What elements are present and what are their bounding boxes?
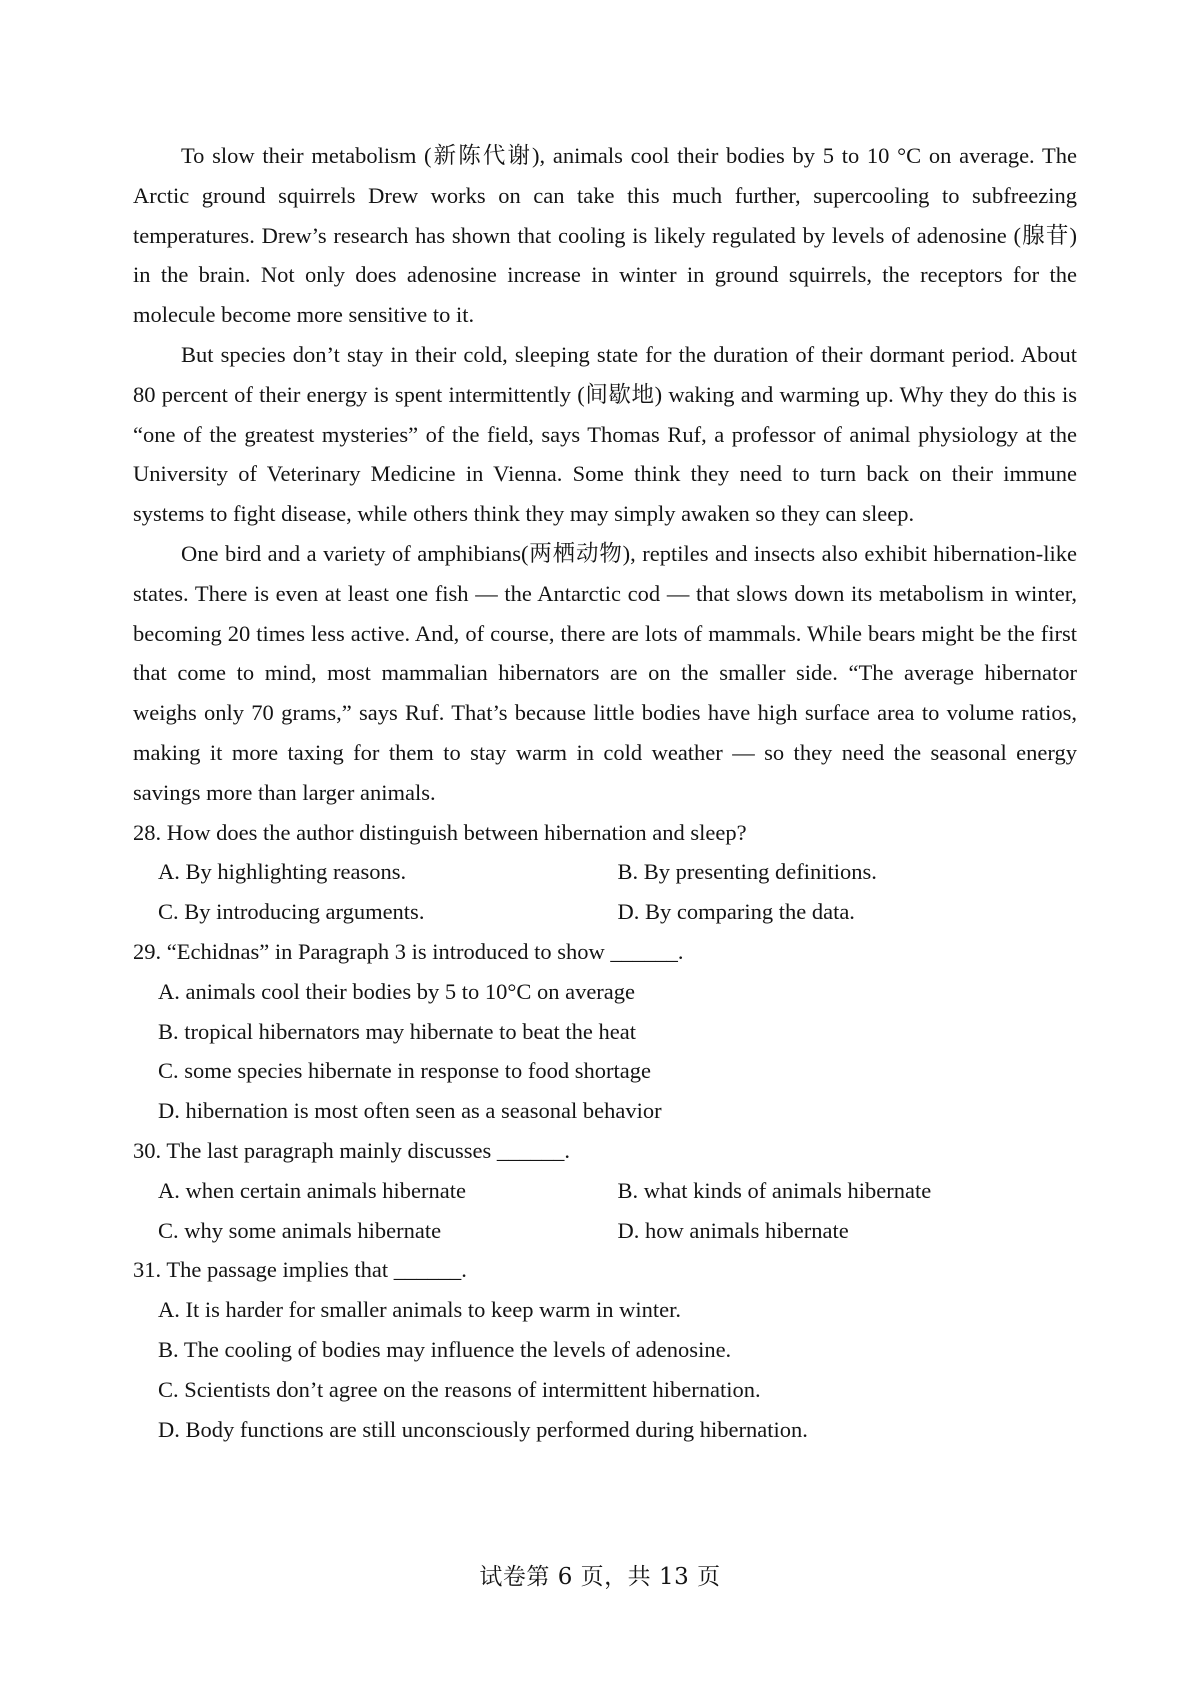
passage-paragraph: One bird and a variety of amphibians(两栖动物), reptiles and insects also exhibit hibernation-like states. There is even at least one fish — the Antarctic cod — that slows down its metabolism in winter, becoming 20 times less active. And, of course, there are lots of mammals. While bears might be the first that come to mind, most mammalian hibernators are on the smaller side. “The average hibernator weighs only 70 grams,” says Ruf. That’s because little bodies have high surface area to volume ratios, making it more taxing for them to stay warm in cold weather — so they need the seasonal energy savings more than larger animals.: [133, 540, 1077, 805]
option-a: A. By highlighting reasons.: [158, 859, 407, 885]
option-c: C. Scientists don’t agree on the reasons of intermittent hibernation.: [158, 1376, 761, 1402]
option-d: D. By comparing the data.: [617, 899, 855, 925]
option-a: A. animals cool their bodies by 5 to 10°C on average: [158, 978, 636, 1004]
question-29: [133, 932, 1077, 1131]
question-31: [133, 1250, 1077, 1449]
option-row: [133, 1211, 1077, 1251]
option-c: C. By introducing arguments.: [158, 899, 425, 925]
option-b: B. By presenting definitions.: [617, 859, 877, 885]
option-d: D. how animals hibernate: [617, 1217, 849, 1243]
option-b: B. The cooling of bodies may influence the levels of adenosine.: [158, 1336, 732, 1362]
question-stem: 29. “Echidnas” in Paragraph 3 is introduced to show ______.: [133, 938, 684, 964]
option-c: C. some species hibernate in response to food shortage: [158, 1058, 652, 1084]
option-d: D. Body functions are still unconsciously performed during hibernation.: [158, 1416, 808, 1442]
passage-paragraph: But species don’t stay in their cold, sleeping state for the duration of their dormant period. About 80 percent of their energy is spent intermittently (间歇地) waking and warming up. Why they do this is “one of the greatest mysteries” of the field, says Thomas Ruf, a professor of animal physiology at the University of Veterinary Medicine in Vienna. Some think they need to turn back on their immune systems to fight disease, while others think they may simply awaken so they can sleep.: [133, 341, 1077, 527]
exam-page-body: [133, 136, 1077, 1449]
option-row: [133, 1171, 1077, 1211]
question-stem: 31. The passage implies that ______.: [133, 1257, 467, 1283]
question-stem: 30. The last paragraph mainly discusses ______.: [133, 1137, 571, 1163]
reading-passage: [133, 136, 1077, 813]
option-a: A. It is harder for smaller animals to keep warm in winter.: [158, 1297, 681, 1323]
option-row: [133, 852, 1077, 892]
page-footer: 试卷第 6 页，共 13 页: [479, 1564, 721, 1590]
question-stem: 28. How does the author distinguish between hibernation and sleep?: [133, 819, 747, 845]
option-b: B. tropical hibernators may hibernate to beat the heat: [158, 1018, 636, 1044]
option-row: [133, 892, 1077, 932]
passage-paragraph: To slow their metabolism (新陈代谢), animals cool their bodies by 5 to 10 °C on average. The Arctic ground squirrels Drew works on can take this much further, supercooling to subfreezing temperatures. Drew’s research has shown that cooling is likely regulated by levels of adenosine (腺苷) in the brain. Not only does adenosine increase in winter in ground squirrels, the receptors for the molecule become more sensitive to it.: [133, 143, 1077, 328]
option-a: A. when certain animals hibernate: [158, 1177, 467, 1203]
option-d: D. hibernation is most often seen as a seasonal behavior: [158, 1098, 662, 1124]
option-b: B. what kinds of animals hibernate: [617, 1177, 932, 1203]
question-30: [133, 1131, 1077, 1250]
option-c: C. why some animals hibernate: [158, 1217, 442, 1243]
question-28: [133, 813, 1077, 932]
